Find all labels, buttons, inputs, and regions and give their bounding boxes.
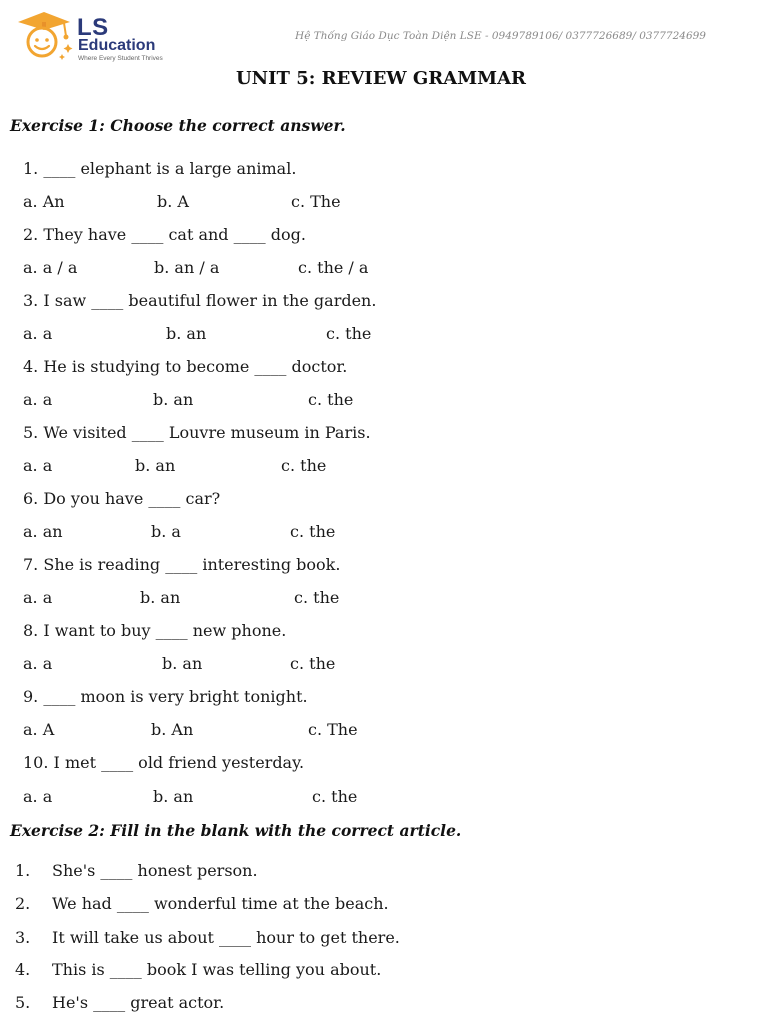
item-number: 1. xyxy=(15,861,31,880)
ls-education-logo xyxy=(14,10,174,62)
option-b: b. an xyxy=(153,787,194,806)
question-9: 9. ____ moon is very bright tonight. xyxy=(23,687,308,706)
option-a: a. an xyxy=(23,522,63,541)
graduate-mascot-icon xyxy=(14,10,74,62)
option-c: c. the xyxy=(290,654,336,673)
option-a: a. An xyxy=(23,192,65,211)
option-a: a. a xyxy=(23,456,53,475)
question-2: 2. They have ____ cat and ____ dog. xyxy=(23,225,306,244)
option-a: a. a xyxy=(23,787,53,806)
question-3: 3. I saw ____ beautiful flower in the garden. xyxy=(23,291,377,310)
question-8: 8. I want to buy ____ new phone. xyxy=(23,621,287,640)
option-a: a. a xyxy=(23,390,53,409)
option-c: c. the xyxy=(294,588,340,607)
option-a: a. a xyxy=(23,654,53,673)
fill-blank-item-5: He's ____ great actor. xyxy=(52,993,225,1012)
option-c: c. the xyxy=(326,324,372,343)
logo-ls-text: LS xyxy=(77,14,109,41)
option-c: c. the / a xyxy=(298,258,369,277)
fill-blank-item-4: This is ____ book I was telling you about. xyxy=(52,960,382,979)
option-b: b. an xyxy=(162,654,203,673)
item-number: 2. xyxy=(15,894,31,913)
option-c: c. The xyxy=(308,720,358,739)
question-5: 5. We visited ____ Louvre museum in Paris. xyxy=(23,423,371,442)
question-7: 7. She is reading ____ interesting book. xyxy=(23,555,341,574)
page-header xyxy=(0,0,768,62)
option-b: b. an / a xyxy=(154,258,220,277)
item-number: 5. xyxy=(15,993,31,1012)
question-1: 1. ____ elephant is a large animal. xyxy=(23,159,297,178)
option-a: a. a xyxy=(23,588,53,607)
question-4: 4. He is studying to become ____ doctor. xyxy=(23,357,348,376)
option-c: c. The xyxy=(291,192,341,211)
logo-tagline: Where Every Student Thrives xyxy=(78,55,163,62)
option-c: c. the xyxy=(308,390,354,409)
option-b: b. An xyxy=(151,720,194,739)
question-6: 6. Do you have ____ car? xyxy=(23,489,221,508)
option-a: a. a xyxy=(23,324,53,343)
option-b: b. A xyxy=(157,192,189,211)
item-number: 3. xyxy=(15,928,31,947)
option-a: a. a / a xyxy=(23,258,78,277)
option-c: c. the xyxy=(290,522,336,541)
option-b: b. an xyxy=(140,588,181,607)
fill-blank-item-2: We had ____ wonderful time at the beach. xyxy=(52,894,389,913)
option-b: b. an xyxy=(153,390,194,409)
header-contact-info: Hệ Thống Giáo Dục Toàn Diện LSE - 0949789106/ 0377726689/ 0377724699 xyxy=(295,30,706,42)
page-title: UNIT 5: REVIEW GRAMMAR xyxy=(235,68,526,89)
item-number: 4. xyxy=(15,960,31,979)
exercise-1-heading: Exercise 1: Choose the correct answer. xyxy=(10,116,346,135)
fill-blank-item-3: It will take us about ____ hour to get there. xyxy=(52,928,400,947)
option-a: a. A xyxy=(23,720,55,739)
fill-blank-item-1: She's ____ honest person. xyxy=(52,861,258,880)
exercise-2-heading: Exercise 2: Fill in the blank with the correct article. xyxy=(10,821,462,840)
option-b: b. an xyxy=(166,324,207,343)
option-b: b. a xyxy=(151,522,181,541)
option-c: c. the xyxy=(281,456,327,475)
question-10: 10. I met ____ old friend yesterday. xyxy=(23,753,305,772)
logo-education-text: Education xyxy=(78,37,156,54)
option-b: b. an xyxy=(135,456,176,475)
option-c: c. the xyxy=(312,787,358,806)
